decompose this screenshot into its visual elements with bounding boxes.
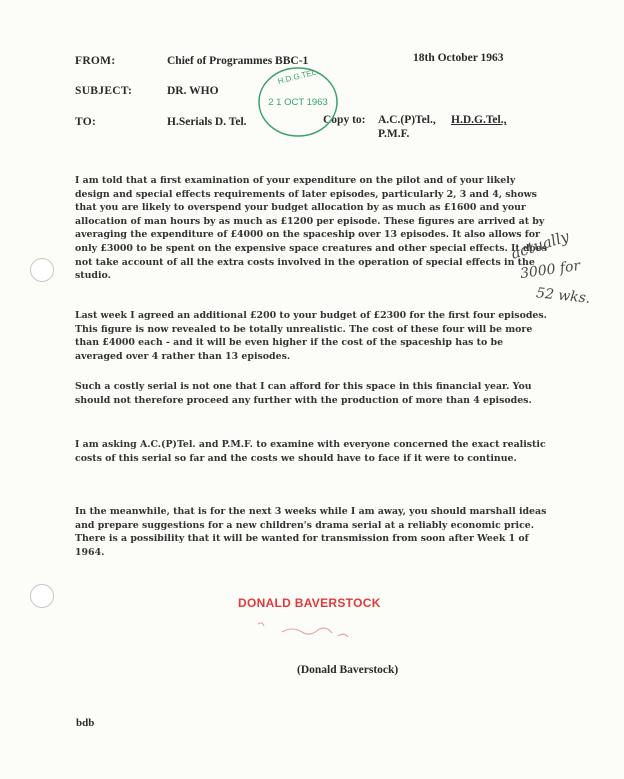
paragraph-1: I am told that a first examination of your expenditure on the pilot and of your likely design and special effects requirements of later episodes, particularly 2, 3 and 4, shows that you are likely to overspend your budget allocation by as much as £1600 and your allocation of man hours by as much as £1200 per episode. These figures are arrived at by averaging the expenditure of £4000 on the spaceship over 13 episodes. It also allows for only £3000 to be spent on the expensive space creatures and other special effects. It does not take account of all the extra costs involved in the operation of special effects in the studio. [75, 175, 548, 282]
memo-date: 18th October 1963 [413, 52, 504, 64]
subject-value: DR. WHO [167, 85, 219, 97]
subject-label: SUBJECT: [75, 85, 133, 97]
to-label: TO: [75, 116, 97, 128]
from-value: Chief of Programmes BBC-1 [167, 55, 309, 67]
received-stamp [257, 66, 339, 138]
reference-initials: bdb [76, 717, 95, 729]
received-stamp-top: H.D.G.TEL. [276, 67, 320, 86]
from-label: FROM: [75, 55, 116, 67]
typed-signature: (Donald Baverstock) [297, 664, 399, 676]
copy-to-label: Copy to: [323, 114, 366, 126]
punch-hole-icon [30, 258, 54, 282]
signature-stamp: DONALD BAVERSTOCK [238, 596, 381, 610]
received-stamp-date: 2 1 OCT 1963 [268, 97, 328, 108]
margin-note-line-1: actually [508, 227, 572, 263]
paragraph-5: In the meanwhile, that is for the next 3 weeks while I am away, you should marshall ideas and prepare suggestions for a new children's drama serial at a reliably economic price. There is a possibility that it will be wanted for transmission from soon after Week 1 of 1964. [75, 506, 547, 558]
signature-scribble-icon [252, 614, 362, 644]
paragraph-3: Such a costly serial is not one that I can afford for this space in this financial year. You should not therefore proceed any further with the production of more than 4 episodes. [75, 381, 532, 406]
copy-to-recipient-1: A.C.(P)Tel., [378, 114, 436, 126]
paragraph-2: Last week I agreed an additional £200 to your budget of £2300 for the first four episodes. This figure is now revealed to be totally unrealistic. The cost of these four will be more than £4000 each - and it will be even higher if the cost of the spaceship has to be averaged over 4 rather than 13 episodes. [75, 310, 547, 362]
margin-note-line-2: 3000 for [519, 257, 582, 283]
margin-note-line-3: 52 wks. [535, 285, 592, 307]
paragraph-4: I am asking A.C.(P)Tel. and P.M.F. to examine with everyone concerned the exact realistic costs of this serial so far and the costs we should have to face if it were to continue. [75, 439, 546, 464]
punch-hole-icon [30, 584, 54, 608]
copy-to-recipient-3: P.M.F. [378, 128, 410, 140]
to-value: H.Serials D. Tel. [167, 116, 247, 128]
copy-to-recipient-2: H.D.G.Tel., [451, 114, 507, 126]
